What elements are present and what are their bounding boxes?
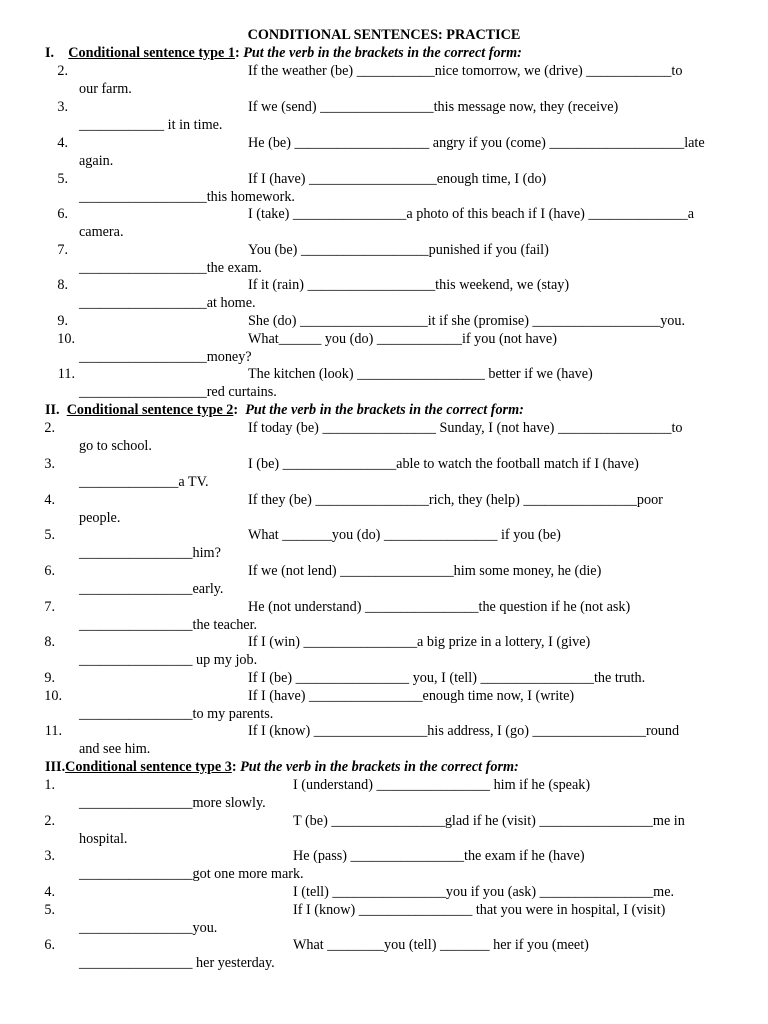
section-colon: : — [233, 402, 239, 418]
item-line1: What _______you (do) ________________ if you (be) — [248, 527, 561, 543]
item-line1: T (be) ________________glad if he (visit) ________________me in — [293, 813, 685, 829]
section-colon: : — [234, 45, 240, 61]
item-number: 11. — [57, 366, 75, 382]
item-number: 9. — [44, 670, 55, 686]
item-number: 10. — [44, 688, 62, 704]
item-line1: I (understand) ________________ him if he (speak) — [293, 777, 591, 793]
item-line1: If we (send) ________________this message now, they (receive) — [248, 99, 619, 115]
item-number: 6. — [44, 563, 55, 579]
section-numeral: III. — [45, 759, 66, 775]
item-line1: He (be) ___________________ angry if you (come) ___________________late — [248, 135, 705, 151]
item-line1: If I (win) ________________a big prize in a lottery, I (give) — [248, 634, 591, 650]
item-number: 8. — [44, 634, 55, 650]
item-number: 4. — [44, 884, 55, 900]
section-3-header — [45, 759, 519, 776]
section-colon: : — [231, 759, 237, 775]
section-numeral: II. — [45, 402, 60, 418]
item-line2: ________________him? — [79, 545, 221, 561]
item-number: 10. — [57, 331, 75, 347]
item-line2: ________________to my parents. — [79, 706, 274, 722]
section-heading: Conditional sentence type 1 — [68, 45, 235, 61]
item-line1: If I (know) ________________his address, I (go) ________________round — [248, 723, 680, 739]
section-instruction: Put the verb in the brackets in the correct form: — [245, 402, 524, 418]
item-number: 1. — [44, 777, 55, 793]
item-line2: ________________early. — [79, 581, 224, 597]
item-line1: If I (know) ________________ that you were in hospital, I (visit) — [293, 902, 666, 918]
item-line1: If I (have) __________________enough time, I (do) — [248, 171, 547, 187]
item-line2: ______________a TV. — [79, 474, 209, 490]
item-line2: __________________this homework. — [79, 189, 295, 205]
item-line2: ________________ her yesterday. — [79, 955, 275, 971]
section-instruction: Put the verb in the brackets in the correct form: — [240, 759, 519, 775]
item-line1: He (pass) ________________the exam if he (have) — [293, 848, 585, 864]
item-number: 3. — [44, 848, 55, 864]
section-heading: Conditional sentence type 3 — [65, 759, 232, 775]
item-number: 2. — [57, 63, 68, 79]
item-line1: If it (rain) __________________this weekend, we (stay) — [248, 277, 570, 293]
item-line2: our farm. — [79, 81, 132, 97]
item-number: 5. — [57, 171, 68, 187]
item-line1: She (do) __________________it if she (promise) __________________you. — [248, 313, 686, 329]
item-line2: __________________the exam. — [79, 260, 262, 276]
section-1-header — [45, 45, 522, 62]
item-line2: camera. — [79, 224, 124, 240]
item-line1: I (tell) ________________you if you (ask) ________________me. — [293, 884, 675, 900]
item-line1: If they (be) ________________rich, they (help) ________________poor — [248, 492, 663, 508]
item-line1: If the weather (be) ___________nice tomorrow, we (drive) ____________to — [248, 63, 683, 79]
item-line2: go to school. — [79, 438, 152, 454]
item-line1: If we (not lend) ________________him some money, he (die) — [248, 563, 602, 579]
item-number: 7. — [44, 599, 55, 615]
item-number: 2. — [44, 420, 55, 436]
item-number: 6. — [44, 937, 55, 953]
item-line2: ________________got one more mark. — [79, 866, 304, 882]
item-line1: I (take) ________________a photo of this beach if I (have) ______________a — [248, 206, 695, 222]
item-line1: You (be) __________________punished if you (fail) — [248, 242, 549, 258]
item-line1: He (not understand) ________________the question if he (not ask) — [248, 599, 631, 615]
item-number: 5. — [44, 902, 55, 918]
item-line2: __________________red curtains. — [79, 384, 277, 400]
page-title: CONDITIONAL SENTENCES: PRACTICE — [247, 27, 521, 43]
item-number: 4. — [44, 492, 55, 508]
item-line1: What ________you (tell) _______ her if you (meet) — [293, 937, 589, 953]
item-number: 6. — [57, 206, 68, 222]
item-line2: ____________ it in time. — [79, 117, 223, 133]
item-number: 7. — [57, 242, 68, 258]
item-line2: ________________the teacher. — [79, 617, 258, 633]
item-line1: The kitchen (look) __________________ better if we (have) — [248, 366, 593, 382]
item-number: 3. — [44, 456, 55, 472]
item-line1: If I (have) ________________enough time now, I (write) — [248, 688, 575, 704]
item-number: 11. — [44, 723, 62, 739]
item-line2: again. — [79, 153, 114, 169]
item-number: 8. — [57, 277, 68, 293]
item-line1: If today (be) ________________ Sunday, I (not have) ________________to — [248, 420, 683, 436]
item-line1: If I (be) ________________ you, I (tell) ________________the truth. — [248, 670, 646, 686]
item-line2: __________________money? — [79, 349, 252, 365]
item-number: 5. — [44, 527, 55, 543]
item-line2: ________________you. — [79, 920, 218, 936]
item-number: 2. — [44, 813, 55, 829]
item-line2: and see him. — [79, 741, 151, 757]
item-number: 9. — [57, 313, 68, 329]
section-instruction: Put the verb in the brackets in the correct form: — [243, 45, 522, 61]
item-line2: __________________at home. — [79, 295, 256, 311]
section-numeral: I. — [45, 45, 55, 61]
item-line1: What______ you (do) ____________if you (not have) — [248, 331, 557, 347]
item-line1: I (be) ________________able to watch the football match if I (have) — [248, 456, 639, 472]
section-heading: Conditional sentence type 2 — [66, 402, 234, 418]
item-line2: hospital. — [79, 831, 128, 847]
item-number: 3. — [57, 99, 68, 115]
item-line2: ________________more slowly. — [79, 795, 266, 811]
section-2-header — [45, 402, 524, 419]
item-line2: people. — [79, 510, 121, 526]
item-number: 4. — [57, 135, 68, 151]
item-line2: ________________ up my job. — [79, 652, 258, 668]
